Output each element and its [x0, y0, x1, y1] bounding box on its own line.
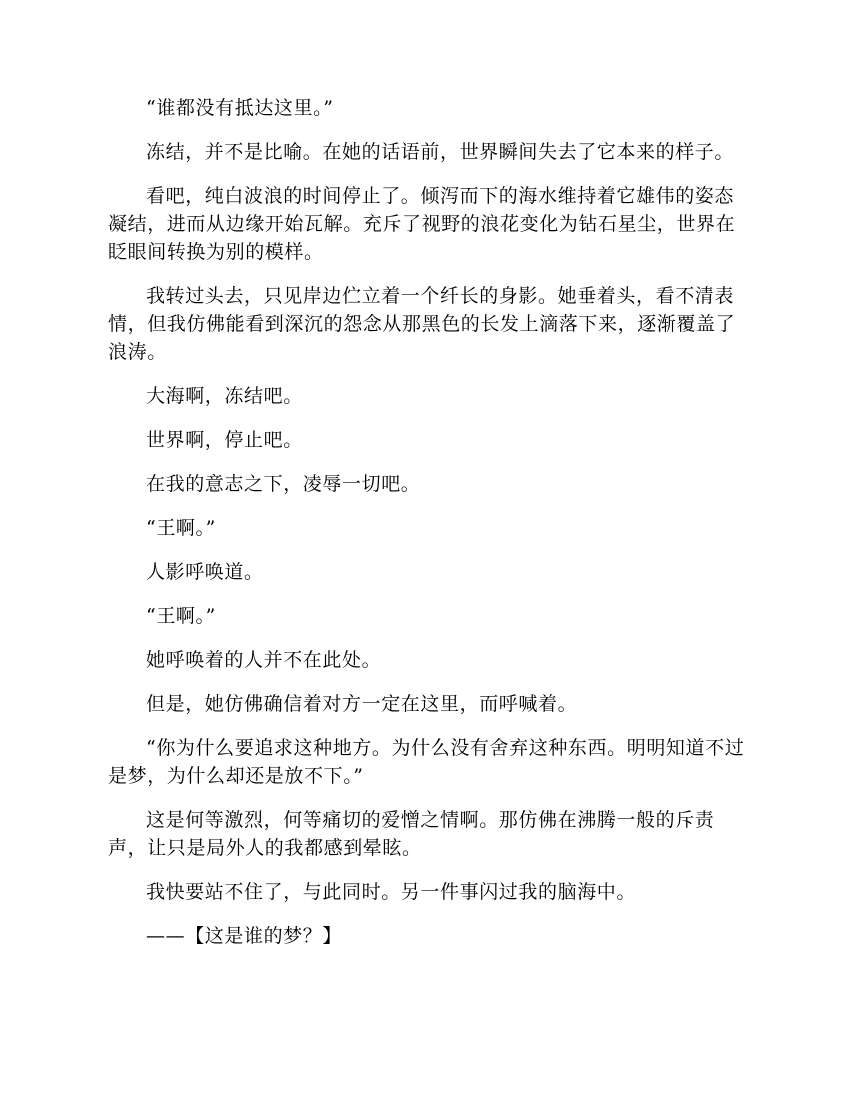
paragraph: 我转过头去，只见岸边伫立着一个纤长的身影。她垂着头，看不清表情，但我仿佛能看到深沉的怨念从那黑色的长发上滴落下来，逐渐覆盖了浪涛。	[108, 285, 736, 363]
paragraph: 人影呼唤道。	[146, 561, 264, 583]
paragraph: 大海啊，冻结吧。	[146, 385, 303, 407]
paragraph: 看吧，纯白波浪的时间停止了。倾泻而下的海水维持着它雄伟的姿态凝结，进而从边缘开始瓦解。充斥了视野的浪花变化为钻石星尘，世界在眨眼间转换为别的模样。	[108, 185, 736, 263]
paragraph: 这是何等激烈，何等痛切的爱憎之情啊。那仿佛在沸腾一般的斥责声，让只是局外人的我都感到晕眩。	[108, 809, 715, 859]
paragraph: ——【这是谁的梦？】	[146, 925, 343, 947]
paragraph: “王啊。”	[146, 605, 216, 627]
paragraph: 但是，她仿佛确信着对方一定在这里，而呼喊着。	[146, 693, 578, 715]
paragraph: 世界啊，停止吧。	[146, 429, 303, 451]
paragraph: 冻结，并不是比喻。在她的话语前，世界瞬间失去了它本来的样子。	[146, 141, 735, 163]
paragraph: 我快要站不住了，与此同时。另一件事闪过我的脑海中。	[146, 881, 637, 903]
paragraph: 在我的意志之下，凌辱一切吧。	[146, 473, 421, 495]
paragraph: “你为什么要追求这种地方。为什么没有舍弃这种东西。明明知道不过是梦，为什么却还是放不下。”	[108, 737, 745, 787]
paragraph: “谁都没有抵达这里。”	[146, 97, 334, 119]
paragraph: “王啊。”	[146, 517, 216, 539]
novel-text-body	[108, 94, 748, 966]
paragraph: 她呼唤着的人并不在此处。	[146, 649, 382, 671]
